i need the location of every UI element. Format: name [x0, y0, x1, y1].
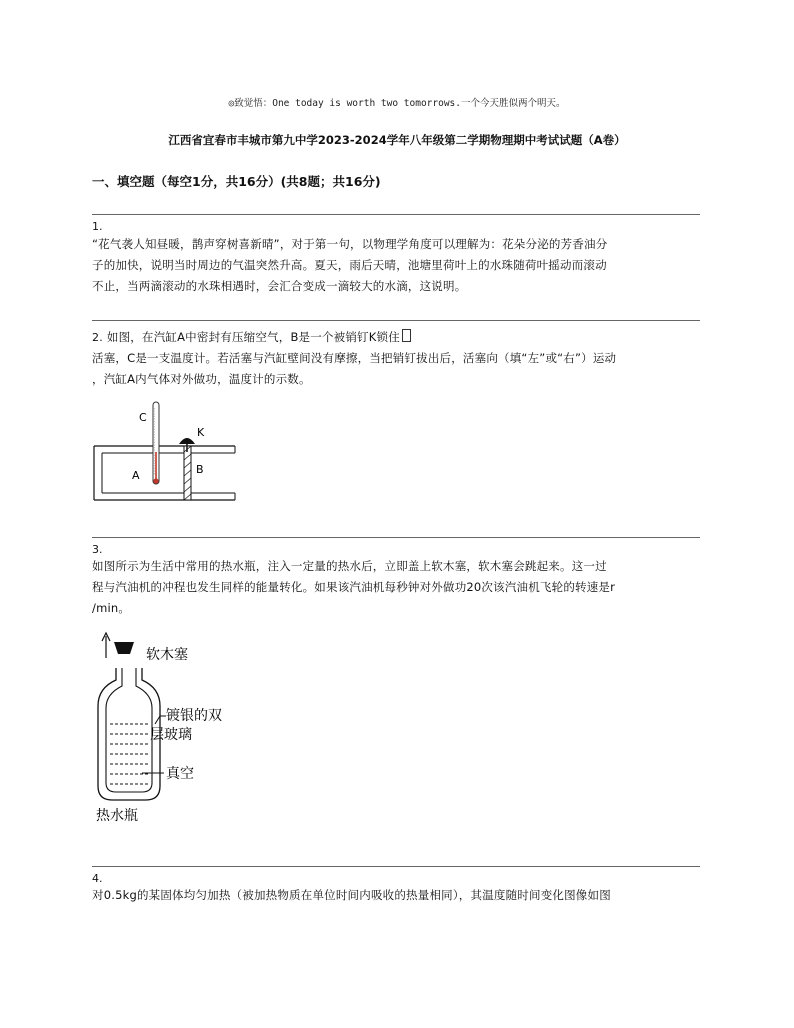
question-1-number: 1. — [92, 220, 103, 233]
question-1-text — [92, 234, 702, 297]
question-4-number: 4. — [92, 872, 103, 885]
question-3-line: /min。 — [92, 601, 131, 615]
question-2-number: 2. — [92, 331, 103, 344]
question-3-number: 3. — [92, 543, 103, 556]
cork-label: 软木塞 — [146, 647, 188, 663]
exam-title: 江西省宜春市丰城市第九中学2023-2024学年八年级第二学期物理期中考试试题（A卷） — [168, 133, 626, 147]
question-4-text — [92, 885, 702, 906]
figure-label-k: K — [197, 426, 205, 439]
section-heading: 一、填空题（每空1分，共16分）(共8题；共16分) — [92, 174, 381, 189]
question-4-line: 对0.5kg的某固体均匀加热（被加热物质在单位时间内吸收的热量相同），其温度随时间变化图像如图 — [92, 888, 611, 902]
question-3-line: 程与汽油机的冲程也发生同样的能量转化。如果该汽油机每秒钟对外做功20次该汽油机飞轮的转速是r — [92, 580, 616, 594]
question-1-line: 子的加快，说明当时周边的气温突然升高。夏天，雨后天晴，池塘里荷叶上的水珠随荷叶摇动而滚动 — [92, 258, 607, 272]
thermos-bottle-figure — [92, 628, 252, 828]
question-divider — [92, 214, 700, 215]
question-2-line: 活塞，C是一支温度计。若活塞与汽缸壁间没有摩擦，当把销钉拔出后，活塞向（填“左”或“右”）运动 — [92, 351, 617, 365]
missing-glyph-icon — [402, 329, 411, 342]
figure-label-c: C — [139, 411, 147, 424]
question-2-line — [92, 327, 702, 348]
cylinder-piston-figure — [92, 400, 242, 505]
question-divider — [92, 537, 700, 538]
question-1-line: “花气袭人知昼暖，鹊声穿树喜新晴”，对于第一句，以物理学角度可以理解为：花朵分泌的芳香油分 — [92, 237, 608, 251]
thermos-caption: 热水瓶 — [96, 808, 138, 824]
question-3-text — [92, 556, 702, 619]
glass-label-line-2: 层玻璃 — [150, 727, 192, 743]
question-3-line: 如图所示为生活中常用的热水瓶，注入一定量的热水后，立即盖上软木塞，软木塞会跳起来。这一过 — [92, 559, 607, 573]
question-2-line-1: 如图，在汽缸A中密封有压缩空气，B是一个被销钉K锁住 — [106, 330, 400, 344]
question-2-line: ，汽缸A内气体对外做功，温度计的示数。 — [92, 372, 311, 386]
question-divider — [92, 866, 700, 867]
question-2-text — [92, 327, 702, 390]
question-1-line: 不止，当两滴滚动的水珠相遇时，会汇合变成一滴较大的水滴，这说明。 — [92, 279, 467, 293]
motto-line: ◎致觉悟：One today is worth two tomorrows.一个今天胜似两个明天。 — [228, 98, 566, 109]
glass-label-line-1: 镀银的双 — [166, 708, 222, 724]
figure-label-a: A — [132, 469, 140, 482]
vacuum-label: 真空 — [166, 766, 194, 782]
question-divider — [92, 320, 700, 321]
figure-label-b: B — [196, 463, 204, 476]
